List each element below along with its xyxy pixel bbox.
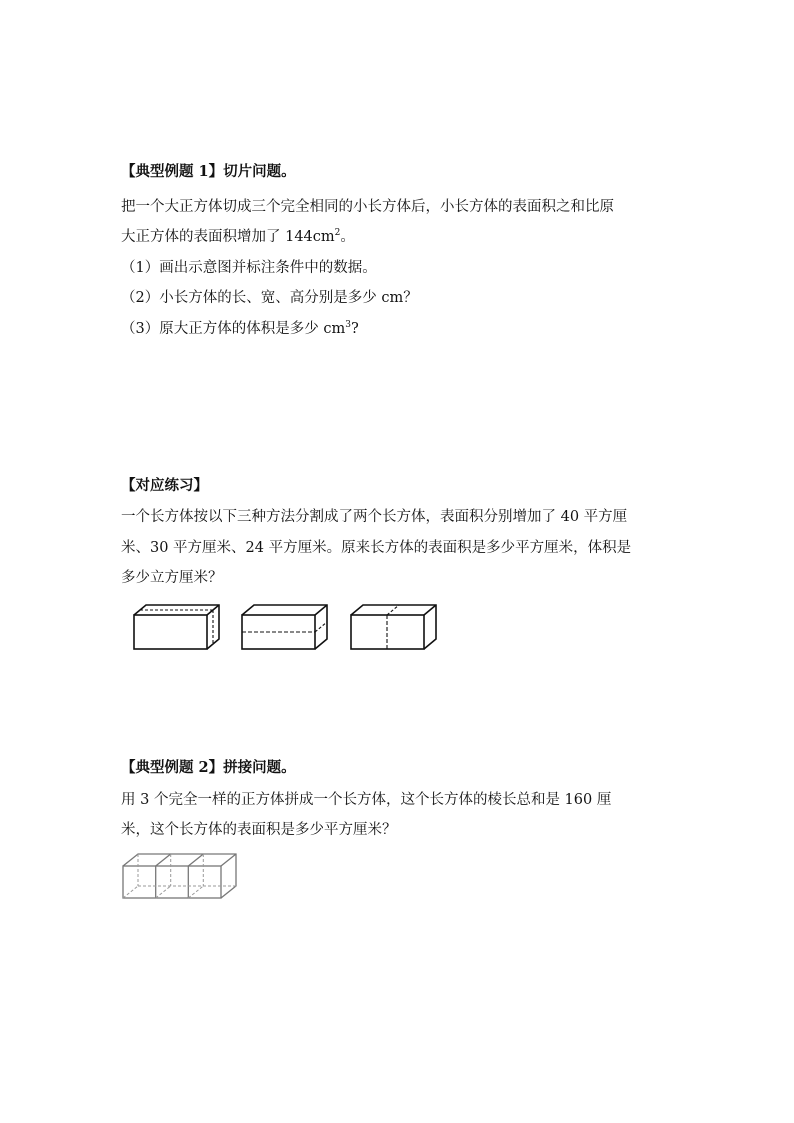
example2-title-bracket: 【典型例题 2】 [121,759,224,776]
example2-title-text: 拼接问题。 [223,759,296,776]
example2-line1: 用 3 个完全一样的正方体拼成一个长方体，这个长方体的棱长总和是 160 厘 [121,792,612,808]
example1-line2 [121,227,355,247]
example1-question3-prefix: （3）原大正方体的体积是多少 cm [121,321,346,337]
example1-question1: （1）画出示意图并标注条件中的数据。 [121,260,377,276]
example1-question3-suffix: ? [350,321,359,337]
example1-title-text: 切片问题。 [223,163,296,180]
practice-line1: 一个长方体按以下三种方法分割成了两个长方体，表面积分别增加了 40 平方厘 [121,509,628,525]
example2-line2: 米，这个长方体的表面积是多少平方厘米？ [121,822,397,838]
example1-line2-prefix: 大正方体的表面积增加了 144cm [121,229,335,245]
example1-line2-sup: 2 [334,228,341,239]
cuboid-vertical-split [351,605,436,649]
cuboid-split-figures [126,597,446,657]
cuboid-horizontal-top-split [134,605,219,649]
example1-line1: 把一个大正方体切成三个完全相同的小长方体后，小长方体的表面积之和比原 [121,199,614,215]
three-cubes-joined-figure [118,848,246,902]
example1-question3 [121,319,359,339]
cuboid-horizontal-middle-split [242,605,327,649]
example1-question2: （2）小长方体的长、宽、高分别是多少 cm？ [121,290,418,306]
practice-title: 【对应练习】 [121,477,208,494]
example2-title [121,758,296,778]
example1-title [121,162,296,182]
example1-question3-sup: 3 [345,320,351,331]
practice-line3: 多少立方厘米？ [121,570,223,586]
example1-title-bracket: 【典型例题 1】 [121,163,224,180]
example1-line2-suffix: 。 [340,229,355,245]
practice-line2: 米、30 平方厘米、24 平方厘米。原来长方体的表面积是多少平方厘米，体积是 [121,540,632,556]
